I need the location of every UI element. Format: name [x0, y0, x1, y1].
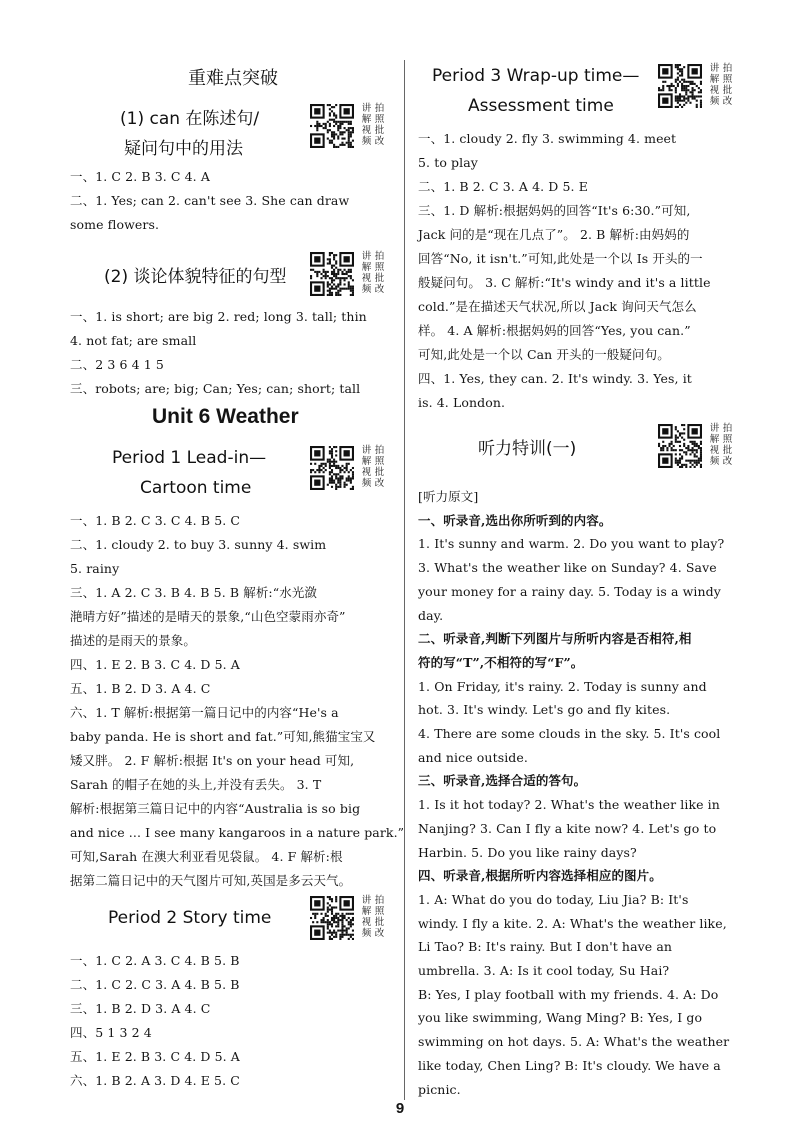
- answer-line: 1. On Friday, it's rainy. 2. Today is sunny and: [418, 678, 707, 694]
- answer-line: Sarah 的帽子在她的头上,并没有丢失。 3. T: [70, 777, 322, 792]
- answer-line: 矮又胖。 2. F 解析:根据 It's on your head 可知,: [70, 753, 355, 768]
- answer-line: 滟晴方好”描述的是晴天的景象,“山色空蒙雨亦奇”: [70, 609, 346, 624]
- answer-line: 可知,此处是一个以 Can 开头的一般疑问句。: [418, 347, 670, 362]
- answer-line: day.: [418, 607, 444, 623]
- answer-line: 一、1. B 2. C 3. C 4. B 5. C: [70, 513, 241, 528]
- answer-line: 可知,Sarah 在澳大利亚看见袋鼠。 4. F 解析:根: [70, 849, 343, 864]
- subsection-title-appearance: (2) 谈论体貌特征的句型: [104, 267, 287, 287]
- answer-line: 样。 4. A 解析:根据妈妈的回答“Yes, you can.”: [418, 323, 691, 338]
- answer-line: 三、1. D 解析:根据妈妈的回答“It's 6:30.”可知,: [418, 203, 691, 218]
- page-number: 9: [395, 1100, 405, 1117]
- column-divider: [404, 60, 405, 1100]
- answer-line: you like swimming, Wang Ming? B: Yes, I go: [418, 1010, 703, 1026]
- answer-line: 四、听录音,根据所听内容选择相应的图片。: [418, 868, 662, 884]
- answer-line: 一、听录音,选出你所听到的内容。: [418, 512, 612, 528]
- answer-line: 五、1. B 2. D 3. A 4. C: [70, 681, 211, 696]
- answer-line: 4. not fat; are small: [70, 333, 197, 348]
- qr-code-icon: [310, 446, 354, 490]
- answer-line: 四、5 1 3 2 4: [70, 1025, 152, 1040]
- answer-line: 一、1. cloudy 2. fly 3. swimming 4. meet: [418, 131, 677, 146]
- answer-line: 描述的是雨天的景象。: [70, 633, 197, 648]
- answer-line: Nanjing? 3. Can I fly a kite now? 4. Let's go to: [418, 820, 717, 836]
- answer-line: 1. A: What do you do today, Liu Jia? B: It's: [418, 891, 689, 907]
- answer-line: is. 4. London.: [418, 395, 506, 410]
- answer-line: some flowers.: [70, 217, 160, 232]
- answer-line: like today, Chen Ling? B: It's cloudy. We have a: [418, 1057, 721, 1073]
- period-1-subtitle: Cartoon time: [140, 478, 252, 498]
- answer-line: picnic.: [418, 1081, 461, 1097]
- answer-line: 回答“No, it isn't.”可知,此处是一个以 Is 开头的一: [418, 251, 703, 266]
- qr-label: 讲 拍解 照视 批频 改: [709, 423, 733, 467]
- qr-label: 讲 拍解 照视 批频 改: [361, 445, 385, 489]
- answer-line: 二、1. cloudy 2. to buy 3. sunny 4. swim: [70, 537, 327, 552]
- answer-line: 3. What's the weather like on Sunday? 4. Save: [418, 560, 717, 576]
- answer-line: 二、1. B 2. C 3. A 4. D 5. E: [418, 179, 588, 194]
- answer-line: 四、1. Yes, they can. 2. It's windy. 3. Yes, it: [418, 371, 692, 386]
- answer-line: B: Yes, I play football with my friends. 4. A: Do: [418, 986, 719, 1002]
- qr-code-video[interactable]: [310, 446, 394, 490]
- qr-label: 讲 拍解 照视 批频 改: [361, 895, 385, 939]
- qr-label: 讲 拍解 照视 批频 改: [361, 251, 385, 295]
- period-3-subtitle: Assessment time: [468, 96, 614, 116]
- answer-line: 一、1. C 2. B 3. C 4. A: [70, 169, 210, 184]
- answer-line: Harbin. 5. Do you like rainy days?: [418, 844, 637, 860]
- answer-line: baby panda. He is short and fat.”可知,熊猫宝宝又: [70, 729, 376, 744]
- answer-line: 二、1. C 2. C 3. A 4. B 5. B: [70, 977, 240, 992]
- answer-line: 三、听录音,选择合适的答句。: [418, 773, 587, 789]
- answer-line: Jack 问的是“现在几点了”。 2. B 解析:由妈妈的: [418, 227, 690, 242]
- answer-line: 五、1. E 2. B 3. C 4. D 5. A: [70, 1049, 240, 1064]
- answer-line: umbrella. 3. A: Is it cool today, Su Hai?: [418, 963, 670, 978]
- answer-line: and nice outside.: [418, 749, 528, 765]
- subsection-title-can: (1) can 在陈述句/: [120, 109, 260, 129]
- answer-line: 一、1. is short; are big 2. red; long 3. tall; thin: [70, 309, 367, 324]
- answer-line: 四、1. E 2. B 3. C 4. D 5. A: [70, 657, 240, 672]
- answer-line: 符的写“T”,不相符的写“F”。: [418, 654, 584, 670]
- answer-line: 般疑问句。 3. C 解析:“It's windy and it's a little: [418, 275, 711, 290]
- answer-line: swimming on hot days. 5. A: What's the weather: [418, 1034, 730, 1050]
- answer-line: 六、1. T 解析:根据第一篇日记中的内容“He's a: [70, 705, 339, 720]
- answer-line: 解析:根据第三篇日记中的内容“Australia is so big: [70, 801, 361, 816]
- answer-line: 三、1. A 2. C 3. B 4. B 5. B 解析:“水光潋: [70, 585, 318, 600]
- answer-line: 二、1. Yes; can 2. can't see 3. She can draw: [70, 193, 350, 208]
- answer-line: 三、1. B 2. D 3. A 4. C: [70, 1001, 211, 1016]
- answer-line: 三、robots; are; big; Can; Yes; can; short; tall: [70, 381, 361, 396]
- qr-label: 讲 拍解 照视 批频 改: [361, 103, 385, 147]
- unit-title: Unit 6 Weather: [152, 405, 299, 428]
- period-1-title: Period 1 Lead-in—: [112, 448, 267, 468]
- qr-code-icon: [310, 896, 354, 940]
- qr-code-video[interactable]: [658, 424, 742, 468]
- period-2-title: Period 2 Story time: [108, 908, 272, 928]
- period-3-title: Period 3 Wrap-up time—: [432, 66, 640, 86]
- answer-line: 1. Is it hot today? 2. What's the weather like in: [418, 797, 720, 813]
- answer-line: 二、2 3 6 4 1 5: [70, 357, 164, 372]
- subsection-title-can-line2: 疑问句中的用法: [124, 139, 243, 159]
- answer-line: 六、1. B 2. A 3. D 4. E 5. C: [70, 1073, 240, 1088]
- answer-line: 一、1. C 2. A 3. C 4. B 5. B: [70, 953, 240, 968]
- qr-code-video[interactable]: [658, 64, 742, 108]
- answer-line: 5. rainy: [70, 561, 120, 576]
- answer-line: [听力原文]: [418, 489, 479, 504]
- qr-code-icon: [658, 424, 702, 468]
- answer-line: your money for a rainy day. 5. Today is a windy: [418, 583, 721, 599]
- answer-line: windy. I fly a kite. 2. A: What's the weather like,: [418, 915, 727, 931]
- answer-line: Li Tao? B: It's rainy. But I don't have an: [418, 939, 673, 955]
- qr-code-video[interactable]: [310, 104, 394, 148]
- answer-line: cold.”是在描述天气状况,所以 Jack 询问天气怎么: [418, 299, 697, 314]
- qr-label: 讲 拍解 照视 批频 改: [709, 63, 733, 107]
- answer-line: 二、听录音,判断下列图片与所听内容是否相符,相: [418, 631, 692, 647]
- qr-code-video[interactable]: [310, 896, 394, 940]
- answer-line: and nice ... I see many kangaroos in a nature park.”: [70, 825, 405, 840]
- answer-line: hot. 3. It's windy. Let's go and fly kites.: [418, 702, 671, 718]
- qr-code-icon: [310, 104, 354, 148]
- answer-line: 5. to play: [418, 155, 478, 170]
- qr-code-icon: [658, 64, 702, 108]
- answer-line: 4. There are some clouds in the sky. 5. It's cool: [418, 726, 721, 741]
- answer-line: 1. It's sunny and warm. 2. Do you want to play?: [418, 536, 725, 552]
- section-title-key-points: 重难点突破: [188, 68, 278, 89]
- answer-line: 据第二篇日记中的天气图片可知,英国是多云天气。: [70, 873, 352, 888]
- qr-code-icon: [310, 252, 354, 296]
- listening-title: 听力特训(一): [478, 439, 577, 459]
- qr-code-video[interactable]: [310, 252, 394, 296]
